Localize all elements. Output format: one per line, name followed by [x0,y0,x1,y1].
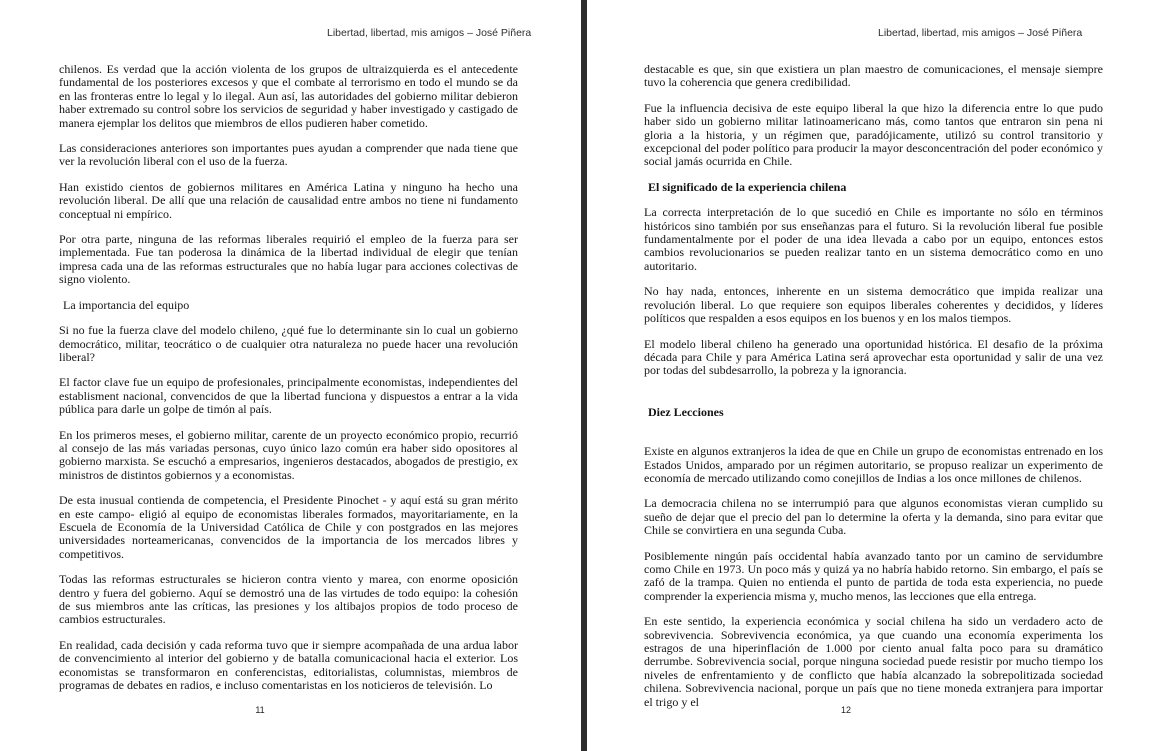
paragraph: Por otra parte, ninguna de las reformas liberales requirió el empleo de la fuerza para ser implementada. Fue tan poderosa la dinámica de la libertad individual de elegir que tenían impresa cada una de las reformas estructurales que no había lugar para acciones colectivas de signo violento. [59,232,518,287]
paragraph: Existe en algunos extranjeros la idea de que en Chile un grupo de economistas entrenado en los Estados Unidos, amparado por un régimen autoritario, se propuso realizar un experimento de economía de mercado utilizando como conejillos de Indias a los once millones de chilenos. [644,444,1103,485]
paragraph: chilenos. Es verdad que la acción violenta de los grupos de ultraizquierda es el antecedente fundamental de los posteriores excesos y que el combate al terrorismo en todo el mundo se da en las fronteras entre lo legal y lo ilegal. Aun así, las autoridades del gobierno militar debieron haber extremado su control sobre los servicios de seguridad y haber investigado y castigado de manera ejemplar los delitos que miembros de ellos pudieren haber cometido. [59,62,518,130]
paragraph: El factor clave fue un equipo de profesionales, principalmente economistas, independientes del establisment nacional, convencidos de que la libertad funciona y dispuestos a entrar a la vida pública para darle un golpe de timón al país. [59,375,518,417]
document-page-right [587,0,1170,751]
page-body-column [644,63,1103,721]
paragraph: Las consideraciones anteriores son importantes pues ayudan a comprender que nada tiene que ver la revolución liberal con el uso de la fuerza. [59,141,518,169]
paragraph: La democracia chilena no se interrumpió para que algunos economistas vieran cumplido su sueño de dejar que el precio del pan lo determine la oferta y la demanda, sino para evitar que Chile se convirtiera en una segunda Cuba. [644,496,1103,538]
page-number: 11 [255,705,265,715]
running-header: Libertad, libertad, mis amigos – José Piñera [878,27,1083,39]
paragraph: Han existido cientos de gobiernos militares en América Latina y ninguno ha hecho una revolución liberal. De allí que una relación de causalidad entre ambos no tiene ni fundamento conceptual ni empírico. [59,179,518,221]
paragraph: En los primeros meses, el gobierno militar, carente de un proyecto económico propio, recurrió al consejo de las más variadas personas, cuyo único lazo común era haber sido opositores al gobierno marxista. Se escuchó a empresarios, ingenieros destacados, abogados de prestigio, ex ministros de distintos gobiernos y a economistas. [59,427,518,482]
paragraph: La correcta interpretación de lo que sucedió en Chile es importante no sólo en términos históricos sino también por sus enseñanzas para el futuro. Si la revolución liberal fue posible fundamentalmente por el poder de una idea llevada a cabo por un equipo, entonces estos cambios revolucionarios se pueden realizar tanto en un sistema democrático como en uno autoritario. [644,205,1103,273]
section-heading: El significado de la experiencia chilena [648,179,847,194]
page-number: 12 [840,705,851,715]
paragraph: No hay nada, entonces, inherente en un sistema democrático que impida realizar una revolución liberal. Lo que requiere son equipos liberales coherentes y decididos, y líderes políticos que respalden a esos equipos en los buenos y en los malos tiempos. [644,284,1103,326]
section-heading: La importancia del equipo [63,297,190,312]
page-body-column [59,63,518,704]
document-page-left [0,0,581,751]
paragraph: El modelo liberal chileno ha generado una oportunidad histórica. El desafio de la próxima década para Chile y para América Latina será aprovechar esta oportunidad y salir de una vez por todas del subdesarrollo, la pobreza y la ignorancia. [644,336,1103,378]
paragraph: Fue la influencia decisiva de este equipo liberal la que hizo la diferencia entre lo que pudo haber sido un gobierno militar latinoamericano más, como tantos que entraron sin pena ni gloria a la historia, y un régimen que, paradójicamente, utilizó su control transitorio y excepcional del poder político para producir la mayor desconcentración del poder económico y social jamás ocurrida en Chile. [644,100,1103,169]
paragraph: destacable es que, sin que existiera un plan maestro de comunicaciones, el mensaje siempre tuvo la coherencia que genera credibilidad. [644,62,1103,90]
section-heading: Diez Lecciones [648,404,724,419]
paragraph: De esta inusual contienda de competencia, el Presidente Pinochet - y aquí está su gran mérito en este campo- eligió al equipo de economistas liberales formados, mayoritariamente, en la Escuela de Economía de la Universidad Católica de Chile y con postgrados en las mejores universidades norteamericanas, convencidos de la importancia de los mercados libres y competitivos. [59,493,518,561]
paragraph: Posiblemente ningún país occidental había avanzado tanto por un camino de servidumbre como Chile en 1973. Un poco más y quizá ya no habría habido retorno. Sin embargo, el país se zafó de la trampa. Quien no entienda el punto de partida de toda esta experiencia, no puede comprender la experiencia misma y, mucho menos, las lecciones que ella entrega. [644,548,1103,603]
paragraph: En realidad, cada decisión y cada reforma tuvo que ir siempre acompañada de una ardua labor de convencimiento al interior del gobierno y de batalla comunicacional hacia el exterior. Los economistas se transformaron en conferencistas, editorialistas, columnistas, miembros de programas de debates en radios, e incluso comentaristas en los noticieros de televisión. Lo [59,637,518,693]
paragraph: Todas las reformas estructurales se hicieron contra viento y marea, con enorme oposición dentro y fuera del gobierno. Aquí se demostró una de las virtudes de todo equipo: la cohesión de sus miembros ante las críticas, las presiones y los altibajos propios de todo proceso de cambios estructurales. [59,572,518,627]
paragraph: En este sentido, la experiencia económica y social chilena ha sido un verdadero acto de sobrevivencia. Sobrevivencia económica, ya que cuando una economía experimenta los estragos de una hiperinflación de 1.000 por ciento anual falta poco para su dramático derrumbe. Sobrevivencia social, porque ninguna sociedad puede resistir por mucho tiempo los niveles de enfrentamiento y de conflicto que había alcanzado la sobrepolitizada sociedad chilena. Sobrevivencia nacional, porque un país que no tiene moneda extranjera para importar el trigo y el [644,614,1103,709]
paragraph: Si no fue la fuerza clave del modelo chileno, ¿qué fue lo determinante sin lo cual un gobierno democrático, militar, teocrático o de cualquier otra naturaleza no puede hacer una revolución liberal? [59,323,518,364]
running-header: Libertad, libertad, mis amigos – José Piñera [327,27,532,39]
